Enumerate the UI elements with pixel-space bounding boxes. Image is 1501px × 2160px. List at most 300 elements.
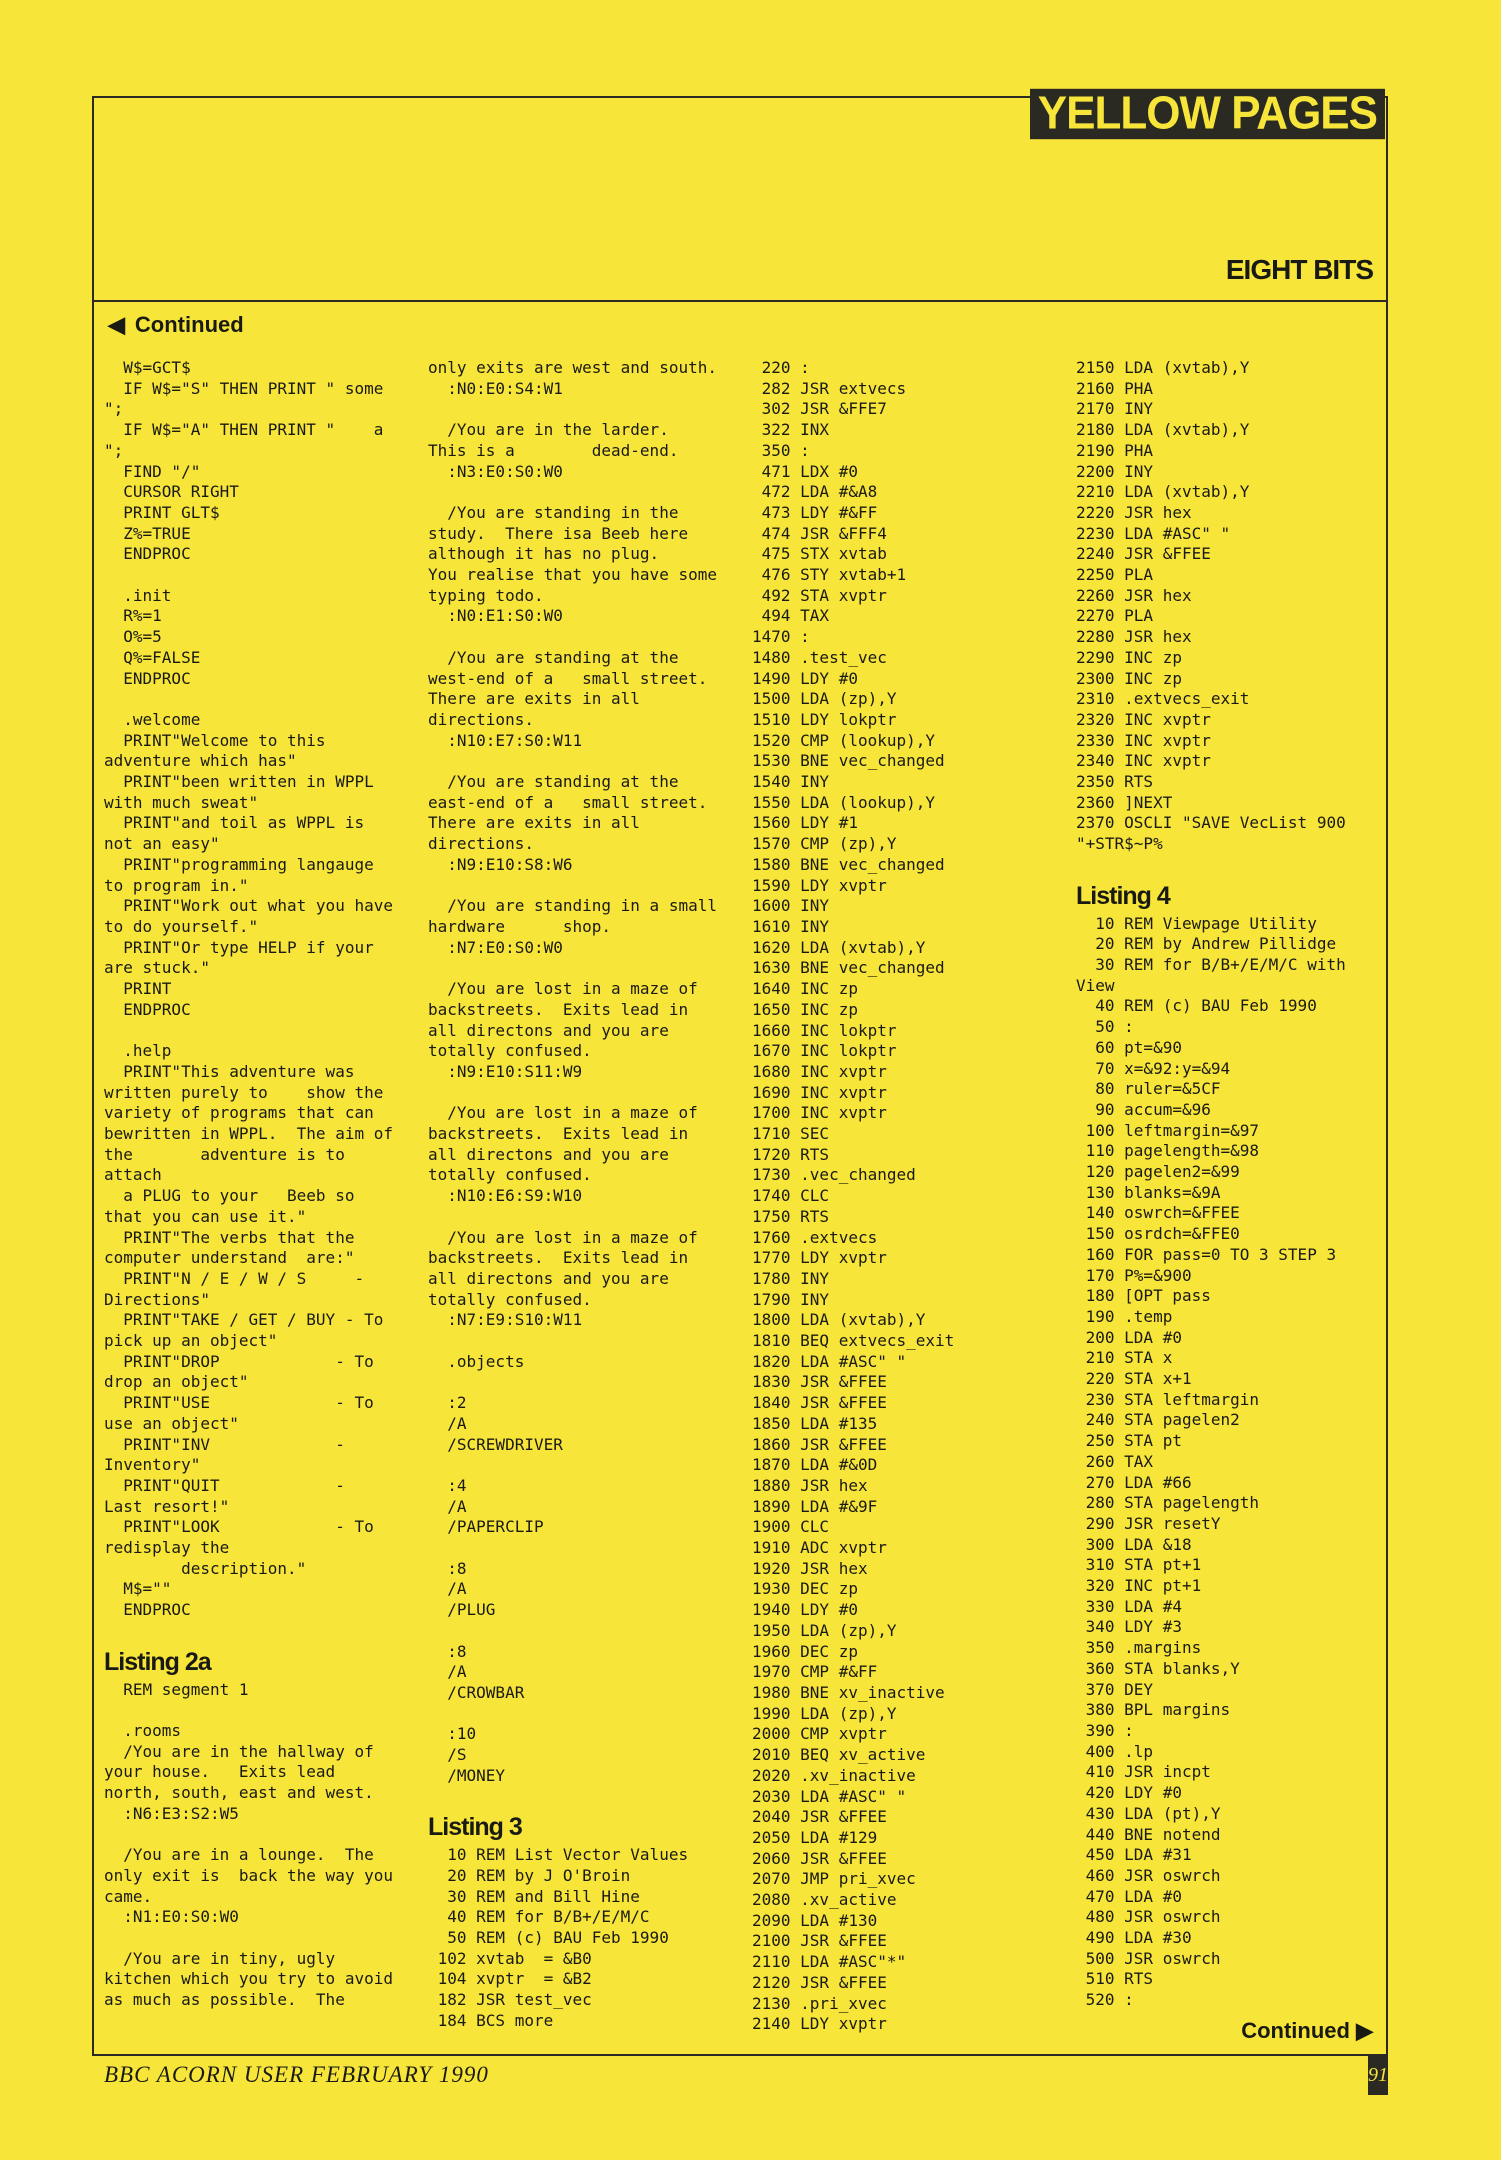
code-line: IF W$="S" THEN PRINT " some	[104, 378, 384, 398]
code-line: .rooms	[104, 1721, 182, 1740]
code-line: 430 LDA (pt),Y	[1076, 1803, 1221, 1823]
code-line: your house. Exits lead	[104, 1762, 336, 1782]
code-line: 1940 LDY #0	[752, 1600, 858, 1620]
code-line: totally confused.	[428, 1165, 592, 1185]
code-line: 1930 DEC zp	[752, 1579, 858, 1599]
code-line: 1840 JSR &FFEE	[752, 1393, 887, 1413]
code-line: 2220 JSR hex	[1076, 502, 1192, 522]
code-line: 2370 OSCLI "SAVE VecList 900	[1076, 813, 1346, 833]
code-line: 40 REM (c) BAU Feb 1990	[1076, 996, 1317, 1016]
code-line: 290 JSR resetY	[1076, 1513, 1221, 1533]
code-line: typing todo.	[428, 585, 544, 605]
code-line: west-end of a small street.	[428, 668, 708, 688]
listing-heading: Listing 2a	[104, 1647, 211, 1676]
code-line: 1670 INC lokptr	[752, 1041, 897, 1061]
code-line: "+STR$~P%	[1076, 834, 1163, 854]
code-line: ENDPROC	[104, 999, 191, 1019]
code-line: 2340 INC xvptr	[1076, 751, 1211, 771]
code-line: M$=""	[104, 1579, 172, 1599]
code-line	[428, 1455, 728, 1476]
code-line: 1970 CMP #&FF	[752, 1662, 878, 1682]
code-line: 1690 INC xvptr	[752, 1082, 887, 1102]
code-line: O%=5	[104, 627, 162, 647]
code-line: 2030 LDA #ASC" "	[752, 1786, 907, 1806]
code-line: 2310 .extvecs_exit	[1076, 689, 1250, 709]
code-line: 1920 JSR hex	[752, 1558, 868, 1578]
code-line: 1950 LDA (zp),Y	[752, 1620, 897, 1640]
continued-bottom-label	[1241, 2018, 1373, 2044]
continued-bottom-text: Continued	[1241, 2018, 1350, 2043]
code-line: 480 JSR oswrch	[1076, 1907, 1221, 1927]
code-line: PRINT"Or type HELP if your	[104, 937, 374, 957]
code-line: :N10:E7:S0:W11	[428, 730, 583, 750]
code-line: 2270 PLA	[1076, 606, 1154, 626]
code-line: attach	[104, 1165, 162, 1185]
code-line: Z%=TRUE	[104, 523, 191, 543]
code-line: 2100 JSR &FFEE	[752, 1931, 887, 1951]
code-line	[428, 482, 728, 503]
code-line: 2290 INC zp	[1076, 647, 1182, 667]
code-line: 1980 BNE xv_inactive	[752, 1683, 945, 1702]
code-line: 2050 LDA #129	[752, 1827, 878, 1847]
code-line: /PAPERCLIP	[428, 1517, 544, 1537]
code-line: 302 JSR &FFE7	[752, 399, 887, 419]
code-line: Q%=FALSE	[104, 647, 201, 667]
code-line: 2060 JSR &FFEE	[752, 1848, 887, 1868]
code-line: backstreets. Exits lead in	[428, 1124, 689, 1144]
code-line: 400 .lp	[1076, 1741, 1154, 1761]
code-line: /You are lost in a maze of	[428, 1227, 698, 1247]
code-line: 10 REM Viewpage Utility	[1076, 913, 1317, 933]
code-line: 1540 INY	[752, 772, 830, 792]
code-line	[104, 689, 404, 710]
code-line: IF W$="A" THEN PRINT " a	[104, 420, 384, 440]
code-line: 473 LDY #&FF	[752, 502, 878, 522]
code-line: 440 BNE notend	[1076, 1824, 1221, 1844]
code-line: There are exits in all	[428, 813, 640, 833]
code-line: 2350 RTS	[1076, 772, 1154, 792]
code-line: description."	[104, 1558, 307, 1578]
code-line	[104, 565, 404, 586]
code-line: /S	[428, 1745, 467, 1765]
code-line: to do yourself."	[104, 916, 259, 936]
code-line: :N7:E9:S10:W11	[428, 1310, 583, 1330]
code-line: 490 LDA #30	[1076, 1928, 1192, 1948]
code-line: /You are lost in a maze of	[428, 979, 698, 999]
code-line: /You are in tiny, ugly	[104, 1948, 336, 1968]
code-line: only exits are west and south.	[428, 358, 717, 377]
code-line: PRINT"USE - To	[104, 1393, 374, 1413]
code-line: 182 JSR test_vec	[428, 1990, 592, 2010]
listing-heading: Listing 3	[428, 1813, 522, 1842]
code-line: CURSOR RIGHT	[104, 482, 239, 502]
code-line: totally confused.	[428, 1041, 592, 1061]
code-line: 90 accum=&96	[1076, 1099, 1211, 1119]
code-line: PRINT"INV -	[104, 1434, 345, 1454]
code-line: 30 REM and Bill Hine	[428, 1886, 640, 1906]
code-line: PRINT"This adventure was	[104, 1061, 355, 1081]
code-line: FIND "/"	[104, 461, 201, 481]
code-line: 10 REM List Vector Values	[428, 1845, 689, 1865]
code-line: 1610 INY	[752, 916, 830, 936]
code-line: 310 STA pt+1	[1076, 1555, 1202, 1575]
code-line: ";	[104, 399, 124, 419]
code-line: study. There isa Beeb here	[428, 523, 689, 543]
code-line: that you can use it."	[104, 1206, 307, 1226]
arrow-right-icon: ▶	[1349, 2018, 1373, 2043]
code-line: 282 JSR extvecs	[752, 378, 907, 398]
code-line: 190 .temp	[1076, 1306, 1173, 1326]
code-line: 1700 INC xvptr	[752, 1103, 887, 1123]
code-line: 330 LDA #4	[1076, 1596, 1182, 1616]
code-line: /CROWBAR	[428, 1683, 525, 1702]
code-line: 220 :	[752, 358, 810, 377]
code-line: 1530 BNE vec_changed	[752, 751, 945, 771]
code-line	[428, 751, 728, 772]
code-line: 1510 LDY lokptr	[752, 709, 897, 729]
code-line: north, south, east and west.	[104, 1783, 374, 1803]
code-line: :N9:E10:S8:W6	[428, 854, 573, 874]
code-line: 70 x=&92:y=&94	[1076, 1058, 1231, 1078]
code-line: 1910 ADC xvptr	[752, 1538, 887, 1558]
code-line: 1550 LDA (lookup),Y	[752, 792, 936, 812]
continued-top-label	[108, 312, 244, 338]
code-line: 2360 ]NEXT	[1076, 792, 1173, 812]
code-line: 1750 RTS	[752, 1206, 830, 1226]
code-line: This is a dead-end.	[428, 440, 679, 460]
code-line	[104, 1621, 404, 1642]
code-line: 1810 BEQ extvecs_exit	[752, 1331, 955, 1351]
code-line: 494 TAX	[752, 606, 830, 626]
code-line: 60 pt=&90	[1076, 1037, 1182, 1057]
code-line: 1710 SEC	[752, 1124, 830, 1144]
code-line: 1560 LDY #1	[752, 813, 858, 833]
code-line: 104 xvptr = &B2	[428, 1969, 592, 1989]
code-line: PRINT	[104, 979, 172, 999]
code-line: :N0:E1:S0:W0	[428, 606, 563, 626]
code-line: 50 REM (c) BAU Feb 1990	[428, 1928, 669, 1948]
code-line: 350 :	[752, 440, 810, 460]
code-line: a PLUG to your Beeb so	[104, 1186, 355, 1206]
listing-column-1	[104, 358, 404, 2011]
code-line: 476 STY xvtab+1	[752, 565, 907, 585]
code-line: 2210 LDA (xvtab),Y	[1076, 482, 1250, 502]
code-line: 1570 CMP (zp),Y	[752, 834, 897, 854]
code-line	[428, 1704, 728, 1725]
code-line: 340 LDY #3	[1076, 1617, 1182, 1637]
code-line: redisplay the	[104, 1538, 230, 1558]
code-line: 280 STA pagelength	[1076, 1493, 1260, 1513]
code-line: /SCREWDRIVER	[428, 1434, 563, 1454]
code-line: 471 LDX #0	[752, 461, 858, 481]
code-line: 300 LDA &18	[1076, 1534, 1192, 1554]
code-line: 2200 INY	[1076, 461, 1154, 481]
code-line: bewritten in WPPL. The aim of	[104, 1124, 393, 1144]
code-line: computer understand are:"	[104, 1248, 355, 1268]
code-line: R%=1	[104, 606, 162, 626]
code-line: 1640 INC zp	[752, 979, 858, 999]
code-line	[428, 399, 728, 420]
code-line: 2000 CMP xvptr	[752, 1724, 887, 1744]
code-line: .init	[104, 585, 172, 605]
code-line: 120 pagelen2=&99	[1076, 1162, 1240, 1182]
code-line	[428, 1372, 728, 1393]
code-line: 250 STA pt	[1076, 1431, 1182, 1451]
code-line: 40 REM for B/B+/E/M/C	[428, 1907, 650, 1927]
code-line: 260 TAX	[1076, 1451, 1154, 1471]
code-line: 2010 BEQ xv_active	[752, 1745, 926, 1765]
code-line: /You are in the larder.	[428, 420, 669, 440]
code-line	[428, 1787, 728, 1808]
code-line: .welcome	[104, 709, 201, 729]
footer-magazine-title: BBC ACORN USER FEBRUARY 1990	[104, 2062, 489, 2087]
code-line: directions.	[428, 834, 534, 854]
code-line: 184 BCS more	[428, 2010, 554, 2030]
code-line: /PLUG	[428, 1600, 496, 1620]
code-line: 140 oswrch=&FFEE	[1076, 1203, 1240, 1223]
code-line: 1880 JSR hex	[752, 1475, 868, 1495]
code-line: 20 REM by Andrew Pillidge	[1076, 934, 1337, 954]
code-line: as much as possible. The	[104, 1990, 345, 2010]
code-line: 510 RTS	[1076, 1969, 1154, 1989]
code-line	[428, 1538, 728, 1559]
code-line: Inventory"	[104, 1455, 201, 1475]
code-line: 220 STA x+1	[1076, 1369, 1192, 1389]
code-line: PRINT"QUIT -	[104, 1475, 345, 1495]
code-line: PRINT"N / E / W / S -	[104, 1268, 365, 1288]
code-line: 50 :	[1076, 1017, 1134, 1037]
code-line: PRINT"LOOK - To	[104, 1517, 374, 1537]
code-line: .objects	[428, 1351, 525, 1371]
code-line: hardware shop.	[428, 916, 612, 936]
code-line: 1580 BNE vec_changed	[752, 854, 945, 874]
code-line: /MONEY	[428, 1765, 506, 1785]
code-line: came.	[104, 1886, 153, 1906]
code-line: /You are standing at the	[428, 647, 679, 667]
code-line: 270 LDA #66	[1076, 1472, 1192, 1492]
code-line: written purely to show the	[104, 1082, 384, 1102]
code-line	[104, 1928, 404, 1949]
code-line: 1680 INC xvptr	[752, 1061, 887, 1081]
code-line: 110 pagelength=&98	[1076, 1141, 1260, 1161]
code-line: 1760 .extvecs	[752, 1227, 878, 1247]
code-line: /You are standing at the	[428, 772, 679, 792]
code-line: adventure which has"	[104, 751, 297, 771]
code-line: 470 LDA #0	[1076, 1886, 1182, 1906]
code-line: 1860 JSR &FFEE	[752, 1434, 887, 1454]
code-line: 1850 LDA #135	[752, 1413, 878, 1433]
code-line: PRINT"TAKE / GET / BUY - To	[104, 1310, 384, 1330]
code-line: 1960 DEC zp	[752, 1641, 858, 1661]
code-line: 1500 LDA (zp),Y	[752, 689, 897, 709]
code-line: all directons and you are	[428, 1144, 669, 1164]
code-line: directions.	[428, 709, 534, 729]
code-line: :N10:E6:S9:W10	[428, 1186, 583, 1206]
code-line: 2230 LDA #ASC" "	[1076, 523, 1231, 543]
code-line: 1470 :	[752, 627, 810, 647]
code-line: Last resort!"	[104, 1496, 230, 1516]
code-line	[104, 1700, 404, 1721]
code-line: backstreets. Exits lead in	[428, 999, 689, 1019]
section-title: EIGHT BITS	[1225, 254, 1373, 285]
code-line: kitchen which you try to avoid	[104, 1969, 393, 1989]
code-line: 20 REM by J O'Broin	[428, 1865, 631, 1885]
code-line: :8	[428, 1558, 467, 1578]
code-line: 80 ruler=&5CF	[1076, 1079, 1221, 1099]
code-line: 1600 INY	[752, 896, 830, 916]
code-line: W$=GCT$	[104, 358, 191, 377]
code-line	[428, 1621, 728, 1642]
code-line: ENDPROC	[104, 1600, 191, 1620]
code-line: 2130 .pri_xvec	[752, 1993, 887, 2013]
code-line	[428, 627, 728, 648]
code-line: 150 osrdch=&FFE0	[1076, 1224, 1240, 1244]
code-line: 2260 JSR hex	[1076, 585, 1192, 605]
code-line: .help	[104, 1041, 172, 1061]
code-line: 390 :	[1076, 1721, 1134, 1740]
code-line: 1790 INY	[752, 1289, 830, 1309]
code-line: 492 STA xvptr	[752, 585, 887, 605]
code-line: 322 INX	[752, 420, 830, 440]
code-line: View	[1076, 975, 1115, 995]
code-line	[428, 1083, 728, 1104]
code-line: :N6:E3:S2:W5	[104, 1803, 239, 1823]
code-line: 1870 LDA #&0D	[752, 1455, 878, 1475]
yellow-pages-tab: YELLOW PAGES	[1030, 89, 1385, 139]
code-line: PRINT"programming langauge	[104, 854, 374, 874]
code-line: ENDPROC	[104, 544, 191, 564]
code-line: 2080 .xv_active	[752, 1890, 897, 1910]
code-line: 2110 LDA #ASC"*"	[752, 1952, 907, 1972]
code-line: 2180 LDA (xvtab),Y	[1076, 420, 1250, 440]
code-line: :2	[428, 1393, 467, 1413]
code-line: all directons and you are	[428, 1268, 669, 1288]
code-line: not an easy"	[104, 834, 220, 854]
code-line: 210 STA x	[1076, 1348, 1173, 1368]
code-line: 1630 BNE vec_changed	[752, 958, 945, 978]
code-line: 1720 RTS	[752, 1144, 830, 1164]
code-line: 320 INC pt+1	[1076, 1576, 1202, 1596]
code-line: 1650 INC zp	[752, 999, 858, 1019]
code-line: :N0:E0:S4:W1	[428, 378, 563, 398]
code-line: /A	[428, 1496, 467, 1516]
code-line: 420 LDY #0	[1076, 1783, 1182, 1803]
code-line: with much sweat"	[104, 792, 259, 812]
continued-top-text: Continued	[134, 312, 244, 337]
code-line: 1780 INY	[752, 1268, 830, 1288]
code-line: 474 JSR &FFF4	[752, 523, 887, 543]
code-line: 230 STA leftmargin	[1076, 1389, 1260, 1409]
code-line: /You are in the hallway of	[104, 1741, 374, 1761]
code-line: /You are standing in the	[428, 502, 679, 522]
code-line: You realise that you have some	[428, 565, 717, 585]
code-line: 2040 JSR &FFEE	[752, 1807, 887, 1827]
code-line: PRINT"been written in WPPL	[104, 772, 374, 792]
listing-column-2	[428, 358, 728, 2032]
code-line: 500 JSR oswrch	[1076, 1948, 1221, 1968]
code-line: 1820 LDA #ASC" "	[752, 1351, 907, 1371]
code-line: 2300 INC zp	[1076, 668, 1182, 688]
code-line: 520 :	[1076, 1990, 1134, 2010]
code-line	[104, 1825, 404, 1846]
code-line: PRINT GLT$	[104, 502, 220, 522]
code-line: 1740 CLC	[752, 1186, 830, 1206]
code-line: :8	[428, 1641, 467, 1661]
code-line: to program in."	[104, 875, 249, 895]
code-line: 475 STX xvtab	[752, 544, 887, 564]
header-rule	[92, 300, 1388, 302]
code-line: all directons and you are	[428, 1020, 669, 1040]
code-line: 370 DEY	[1076, 1679, 1154, 1699]
code-line: 2020 .xv_inactive	[752, 1765, 916, 1785]
code-line: 410 JSR incpt	[1076, 1762, 1211, 1782]
code-line: 180 [OPT pass	[1076, 1286, 1211, 1306]
code-line: 1660 INC lokptr	[752, 1020, 897, 1040]
code-line: 2120 JSR &FFEE	[752, 1972, 887, 1992]
code-line: /A	[428, 1579, 467, 1599]
code-line: drop an object"	[104, 1372, 249, 1392]
code-line: PRINT"Work out what you have	[104, 896, 393, 916]
code-line: 240 STA pagelen2	[1076, 1410, 1240, 1430]
code-line: 1800 LDA (xvtab),Y	[752, 1310, 926, 1330]
code-line	[104, 1021, 404, 1042]
code-line: PRINT"Welcome to this	[104, 730, 326, 750]
code-line: 2170 INY	[1076, 399, 1154, 419]
code-line: 1480 .test_vec	[752, 647, 887, 667]
code-line: 2150 LDA (xvtab),Y	[1076, 358, 1250, 377]
code-line: 2190 PHA	[1076, 440, 1154, 460]
code-line: :N7:E0:S0:W0	[428, 937, 563, 957]
code-line: 2250 PLA	[1076, 565, 1154, 585]
code-line: 1490 LDY #0	[752, 668, 858, 688]
code-line: are stuck."	[104, 958, 210, 978]
listing-column-3	[752, 358, 1052, 2035]
code-line	[428, 1207, 728, 1228]
code-line: 350 .margins	[1076, 1638, 1202, 1658]
code-line: only exit is back the way you	[104, 1865, 393, 1885]
page-number: 91	[1368, 2055, 1388, 2095]
code-line: :4	[428, 1475, 467, 1495]
code-line: 1520 CMP (lookup),Y	[752, 730, 936, 750]
code-line: 460 JSR oswrch	[1076, 1865, 1221, 1885]
code-line: 1620 LDA (xvtab),Y	[752, 937, 926, 957]
code-line: PRINT"DROP - To	[104, 1351, 374, 1371]
code-line: 102 xvtab = &B0	[428, 1948, 592, 1968]
code-line: PRINT"The verbs that the	[104, 1227, 355, 1247]
code-line: the adventure is to	[104, 1144, 345, 1164]
code-line: 170 P%=&900	[1076, 1265, 1192, 1285]
code-line: although it has no plug.	[428, 544, 660, 564]
code-line: 2330 INC xvptr	[1076, 730, 1211, 750]
code-line: 360 STA blanks,Y	[1076, 1658, 1240, 1678]
code-line: pick up an object"	[104, 1331, 278, 1351]
code-line: /You are standing in a small	[428, 896, 717, 916]
code-line: /You are lost in a maze of	[428, 1103, 698, 1123]
code-line	[428, 1331, 728, 1352]
code-line: ";	[104, 440, 124, 460]
code-line: 1770 LDY xvptr	[752, 1248, 887, 1268]
code-line: 2140 LDY xvptr	[752, 2014, 887, 2034]
code-line: use an object"	[104, 1413, 239, 1433]
code-line: 2280 JSR hex	[1076, 627, 1192, 647]
code-line: 1830 JSR &FFEE	[752, 1372, 887, 1392]
code-line: 1890 LDA #&9F	[752, 1496, 878, 1516]
code-line: 472 LDA #&A8	[752, 482, 878, 502]
code-line: 450 LDA #31	[1076, 1845, 1192, 1865]
code-line: 380 BPL margins	[1076, 1700, 1231, 1720]
code-line: 30 REM for B/B+/E/M/C with	[1076, 954, 1346, 974]
code-line: variety of programs that can	[104, 1103, 374, 1123]
